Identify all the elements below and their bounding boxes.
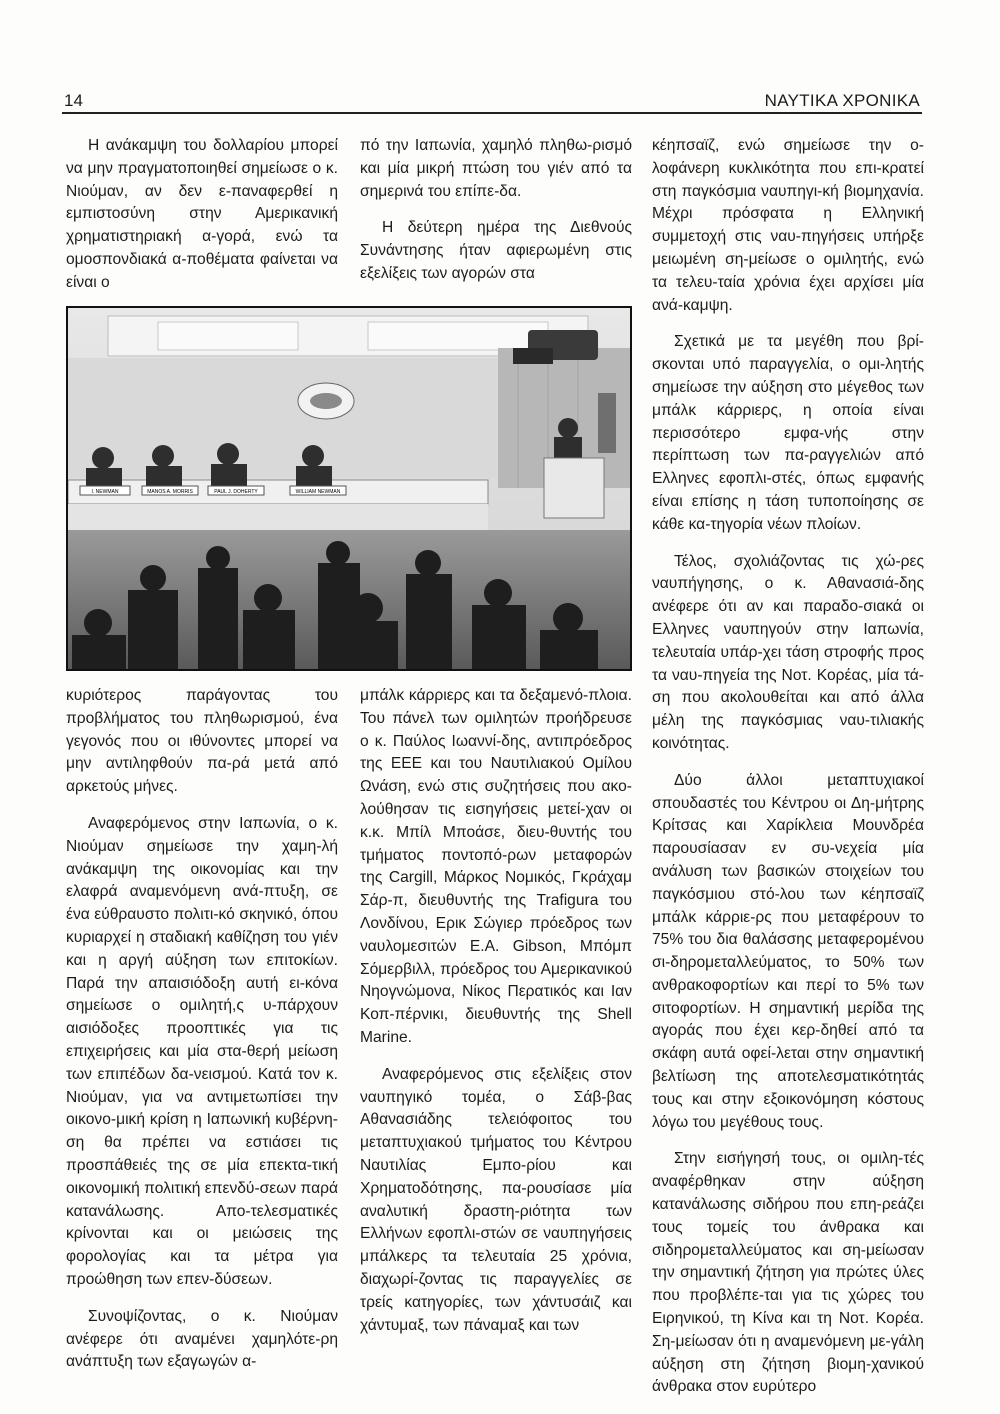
- paragraph: πό την Ιαπωνία, χαμηλό πληθω-ρισμό και μία μικρή πτώση του γιέν από τα σημερινά του επίπε-δα.: [360, 137, 632, 200]
- header-rule: [62, 112, 922, 114]
- column-2-top: [360, 135, 632, 286]
- conference-photo: [66, 306, 632, 671]
- name-plate: I. NEWMAN: [91, 489, 119, 495]
- paragraph: κυριότερος παράγοντας του προβλήματος του πληθωρισμού, ένα γεγονός που οι ιθύνοντες μπορεί να μην αντιληφθούν πα-ρά μετά από αρκετούς μήνες.: [66, 687, 338, 796]
- name-plate: WILLIAM NEWMAN: [295, 489, 341, 495]
- paragraph: μπάλκ κάρριερς και τα δεξαμενό-πλοια. Του πάνελ των ομιλητών προήδρευσε ο κ. Παύλος Ιωαννί-δης, αντιπρόεδρος της ΕΕΕ και του Ναυτιλιακού Ομίλου Ωνάση, ενώ στις συζητήσεις που ακο-λούθησαν τις εισηγήσεις μετεί-χαν οι κ.κ. Μπίλ Μποάσε, διευ-θυντής του τμήματος ποντοπό-ρων μεταφορών της Cargill, Μάρκος Νομικός, Γκράχαμ Σάρ-π, διευθυντής της Trafigura του Λονδίνου, Ερικ Σώγιερ πρόεδρος των ναυλομεσιτών E.A. Gibson, Μπόμπ Σόμερβιλλ, πρόεδρος του Αμερικανικού Νηογνώμονα, Νίκος Περατικός και Ιαν Κοπ-πέρνικι, διευθυντής της Shell Marine.: [360, 687, 632, 1046]
- paragraph: κέηπσαϊζ, ενώ σημείωσε την ο-λοφάνερη κυκλικότητα που επι-κρατεί στη παγκόσμια ναυπηγι-κή βιομηχανία. Μέχρι πρόσφατα η Ελληνική συμμετοχή στις ναυ-πηγήσεις υπήρξε μειωμένη ση-μείωσε ο ομιλητής, ενώ τα τελευ-ταία χρόνια έχει αρχίσει μία ανά-καμψη.: [652, 137, 924, 314]
- paragraph: Η ανάκαμψη του δολλαρίου μπορεί να μην πραγματοποιηθεί σημείωσε ο κ. Νιούμαν, αν δεν ε-παναφερθεί η εμπιστοσύνη στην Αμερικανική χρηματιστηριακή α-γορά, ενώ τα ομοσπονδιακά α-ποθέματα φαίνεται να είναι ο: [66, 137, 338, 291]
- paragraph: Δύο άλλοι μεταπτυχιακοί σπουδαστές του Κέντρου οι Δη-μήτρης Κρίτσας και Χαρίκλεια Μουνδρέα παρουσίασαν εν συ-νεχεία μία ανάλυση των βασικών στοιχείων του παγκόσμιου στό-λου των κέηπσαϊζ μπάλκ κάρριε-ρς που μεταφέρουν το 75% του δια θαλάσσης μεταφερομένου σι-δηρομεταλλεύματος, το 50% των ανθρακοφορτίων και περί το 5% των σιτοφορτίων. Η σημαντική μερίδα της αγοράς που έχει κερ-δηθεί από τα σκάφη αυτά οφεί-λεται στην σημαντική βελτίωση της αποτελεσματικότητάς τους και στην εξοικονόμηση κόστους λόγω του μεγέθους τους.: [652, 771, 924, 1131]
- page-number: 14: [64, 91, 83, 110]
- paragraph: Αναφερόμενος στις εξελίξεις στον ναυπηγικό τομέα, ο Σάβ-βας Αθανασιάδης τελειόφοιτος του μεταπτυχιακού τμήματος του Κέντρου Ναυτιλίας Εμπο-ρίου και Χρηματοδότησης, πα-ρουσίασε μία αναλυτική δραστη-ριότητα των Ελλήνων εφοπλι-στών σε ναυπηγήσεις μπάλκερς τα τελευταία 25 χρόνια, διαχωρί-ζοντας τις παραγγελίες σε τρείς κατηγορίες, των χάντυσάιζ και χάντυμαξ, των πάναμαξ και των: [360, 1065, 632, 1334]
- name-plate: MANOS A. MORRIS: [147, 489, 193, 495]
- magazine-title: ΝΑΥΤΙΚΑ ΧΡΟΝΙΚΑ: [764, 91, 920, 110]
- column-2-bottom: [360, 685, 632, 1337]
- paragraph: Συνοψίζοντας, ο κ. Νιούμαν ανέφερε ότι αναμένει χαμηλότε-ρη ανάπτυξη των εξαγωγών α-: [66, 1307, 338, 1371]
- paragraph: Στην εισήγησή τους, οι ομιλη-τές αναφέρθηκαν στην αύξηση κατανάλωσης σιδήρου που επη-ρεάζει τους τομείς του άνθρακα και σιδηρομεταλλεύματος και ση-μείωσαν την σημαντική ζήτηση για πρώτες ύλες που προβλέπε-ται για τις χώρες του Ειρηνικού, τη Κίνα και τη Νοτ. Κορέα. Ση-μείωσαν ότι η αναμενόμενη με-γάλη αύξηση στη ζήτηση βιομη-χανικού άνθρακα στον ευρύτερο: [652, 1150, 924, 1396]
- page-header: [62, 88, 920, 112]
- column-1-top: [66, 135, 338, 295]
- paragraph: Τέλος, σχολιάζοντας τις χώ-ρες ναυπήγησης, ο κ. Αθανασιά-δης ανέφερε ότι αν και παραδο-σιακά οι Ελληνες ναυπηγούν στην Ιαπωνία, τελευταία υπάρ-χει τάση στροφής προς τα ναυ-πηγεία της Νοτ. Κορέας, μία τά-ση που ακολουθείται και από άλλα μέλη της παγκόσμιας ναυ-τιλιακής κοινότητας.: [652, 552, 924, 752]
- paragraph: Η δεύτερη ημέρα της Διεθνούς Συνάντησης ήταν αφιερωμένη στις εξελίξεις των αγορών στα: [360, 219, 632, 282]
- column-1-bottom: [66, 685, 338, 1374]
- name-plate: PAUL J. DOHERTY: [214, 489, 258, 495]
- paragraph: Αναφερόμενος στην Ιαπωνία, ο κ. Νιούμαν σημείωσε την χαμη-λή ανάκαμψη της οικονομίας και την ελαφρά αναμενόμενη ανά-πτυξη, σε ένα εύθραυστο πολιτι-κό σκηνικό, όπου κυριαρχεί η σταδιακή καθίζηση του γιέν και η αργή αύξηση των επιτοκίων. Παρά την απαισιόδοξη αυτή ει-κόνα σημείωσε ο ομιλητή,ς υ-πάρχουν αισιόδοξες προοπτικές για τις επιχειρήσεις και μία στα-θερή μείωση των επιπέδων δα-νεισμού. Κατά τον κ. Νιούμαν, για να αντιμετωπίσει την οικονο-μική κρίση η Ιαπωνική κυβέρνη-ση θα πρέπει να εστιάσει τις προσπάθειές της σε μία επεκτα-τική οικονομική πολιτική επενδύ-σεων παρά κατανάλωσης. Απο-τελεσματικές κρίνονται και οι μειώσεις της φορολογίας και τα μέτρα για προώθηση των επεν-δύσεων.: [66, 814, 338, 1288]
- column-3: [652, 135, 924, 1399]
- paragraph: Σχετικά με τα μεγέθη που βρί-σκονται υπό παραγγελία, ο ομι-λητής σημείωσε την αύξηση στο μέγεθος των μπάλκ κάρριερς, η οποία είναι περισσότερο εμφα-νής στην περίπτωση των πα-ραγγελιών από Ελληνες εφοπλι-στές, όπως εμφανής είναι επίσης η τάση τυποποίησης σε κάθε κα-τηγορία νέων πλοίων.: [652, 333, 924, 533]
- conference-photo-icon: [68, 308, 630, 669]
